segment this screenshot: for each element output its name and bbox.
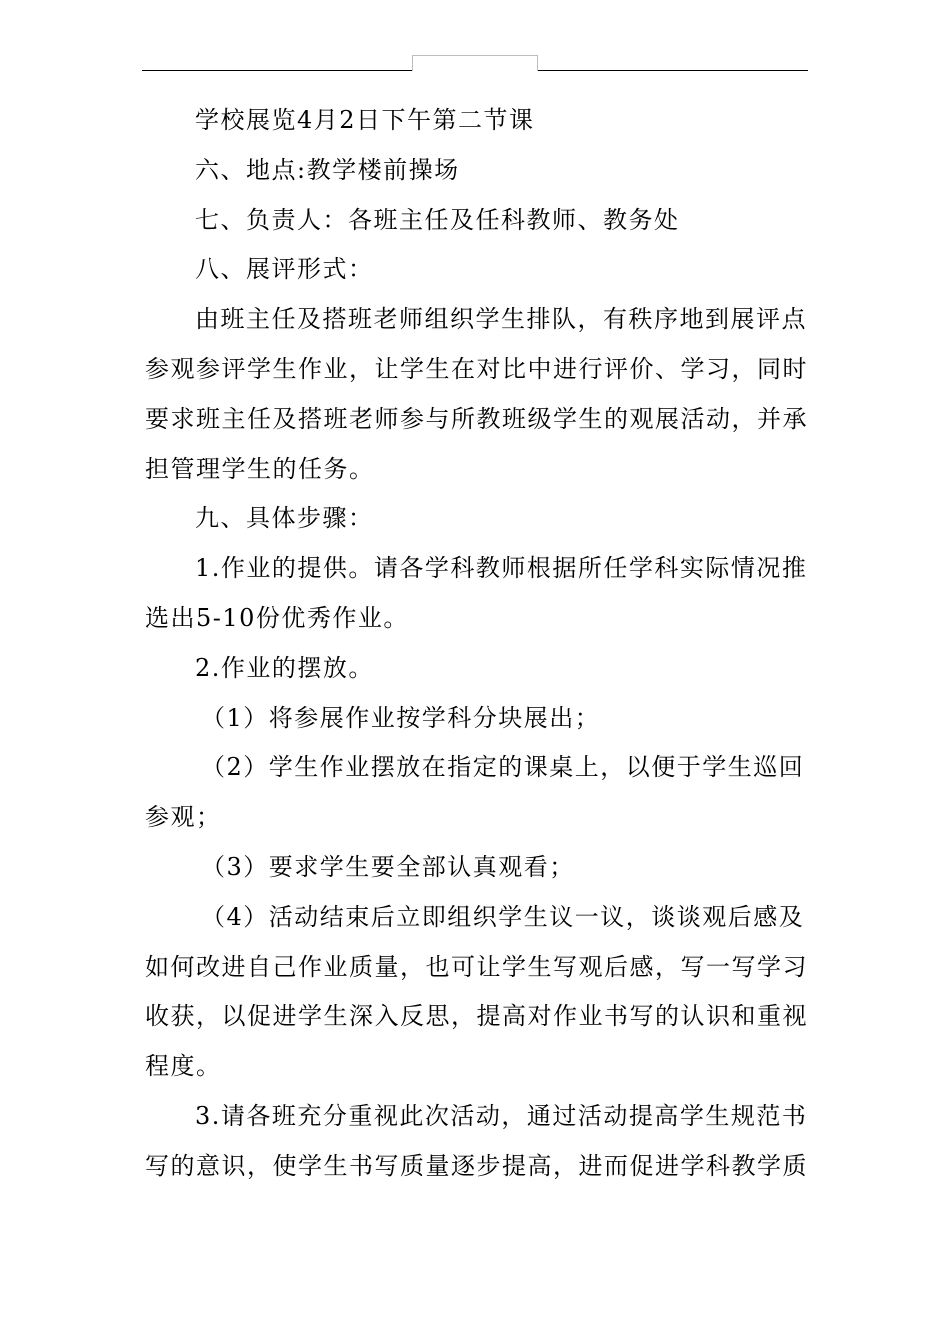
- text-line: 如何改进自己作业质量，也可让学生写观后感，写一写学习: [145, 952, 808, 981]
- header-tab: [412, 55, 538, 71]
- text-line: （3）要求学生要全部认真观看；: [201, 852, 575, 881]
- text-line: 3.请各班充分重视此次活动，通过活动提高学生规范书: [195, 1101, 808, 1130]
- text-line: 写的意识，使学生书写质量逐步提高，进而促进学科教学质: [145, 1151, 808, 1180]
- text-line: （1）将参展作业按学科分块展出；: [201, 703, 601, 732]
- document-body: [145, 96, 809, 1192]
- text-line: 收获，以促进学生深入反思，提高对作业书写的认识和重视: [145, 1002, 808, 1031]
- text-line: 1.作业的提供。请各学科教师根据所任学科实际情况推: [195, 554, 808, 583]
- text-line: 六、地点:教学楼前操场: [195, 155, 460, 184]
- text-line: 八、展评形式：: [195, 255, 374, 284]
- text-line: 2.作业的摆放。: [195, 653, 374, 682]
- text-line: 参观参评学生作业，让学生在对比中进行评价、学习，同时: [145, 354, 808, 383]
- text-line: 选出5-10份优秀作业。: [145, 603, 409, 632]
- text-line: 程度。: [145, 1052, 222, 1081]
- text-line: 七、负责人：各班主任及任科教师、教务处: [195, 205, 680, 234]
- text-line: 九、具体步骤：: [195, 504, 374, 533]
- text-line: 参观；: [145, 803, 222, 832]
- text-line: 要求班主任及搭班老师参与所教班级学生的观展活动，并承: [145, 404, 808, 433]
- text-line: 担管理学生的任务。: [145, 454, 375, 483]
- text-line: （2）学生作业摆放在指定的课桌上，以便于学生巡回: [201, 753, 805, 782]
- text-line: （4）活动结束后立即组织学生议一议，谈谈观后感及: [201, 902, 805, 931]
- text-line: 学校展览4月2日下午第二节课: [195, 106, 535, 134]
- text-line: 由班主任及搭班老师组织学生排队，有秩序地到展评点: [195, 305, 807, 334]
